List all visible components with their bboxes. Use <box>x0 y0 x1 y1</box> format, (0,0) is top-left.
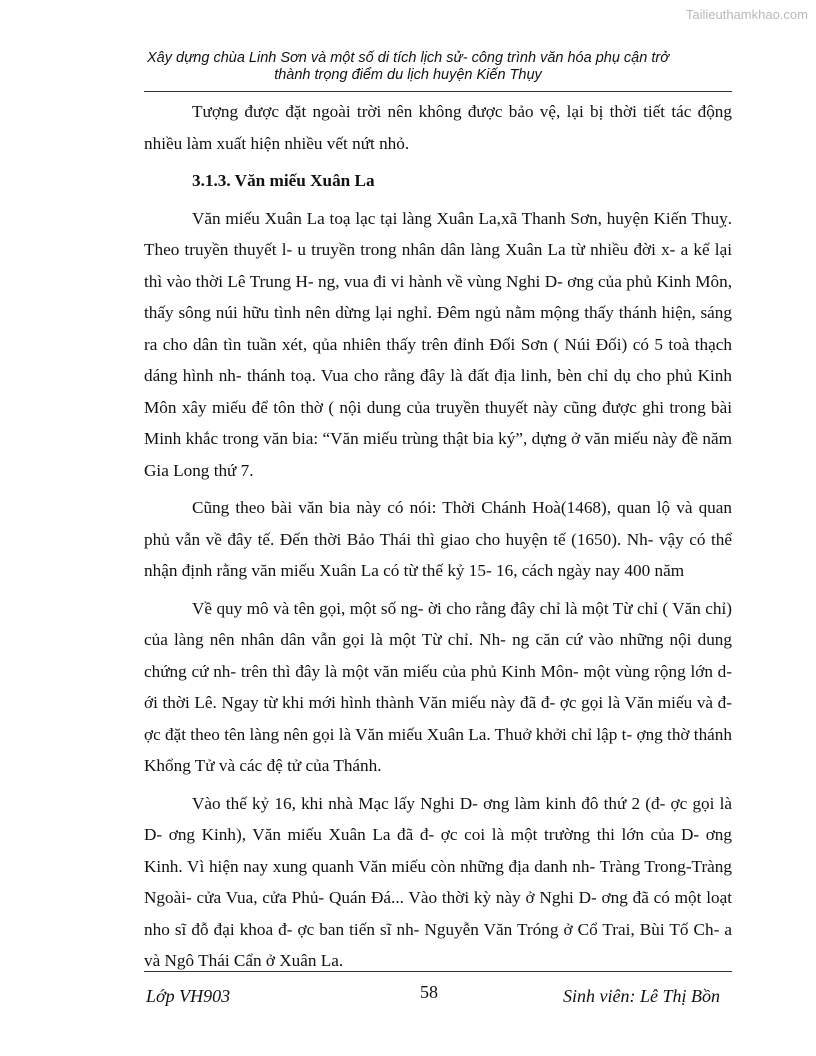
page-header <box>130 50 686 84</box>
header-divider <box>144 91 732 92</box>
paragraph-1: Tượng được đặt ngoài trời nên không được bảo vệ, lại bị thời tiết tác động nhiều làm xuất hiện nhiều vết nứt nhỏ. <box>144 102 732 153</box>
page-number: 58 <box>420 982 438 1002</box>
footer-class: Lớp VH903 <box>146 986 231 1006</box>
document-body <box>144 96 732 983</box>
header-line-2: thành trọng điểm du lịch huyện Kiến Thụy <box>274 67 542 83</box>
footer-student: Sinh viên: Lê Thị Bồn <box>563 986 720 1006</box>
paragraph-2: Văn miếu Xuân La toạ lạc tại làng Xuân La,xã Thanh Sơn, huyện Kiến Thuỵ. Theo truyền thuyết l- u truyền trong nhân dân làng Xuân La từ nhiều đời x- a kể lại thì vào thời Lê Trung H- ng, vua đi vi hành về vùng Nghi D- ơng của phủ Kinh Môn, thấy sông núi hữu tình nên dừng lại nghỉ. Đêm ngủ nằm mộng thấy thánh hiện, sáng ra cho dân tìn tuần xét, qủa nhiên thấy trên đỉnh Đối Sơn ( Núi Đối) có 5 toà thạch dáng hình nh- thánh toạ. Vua cho rằng đây là đất địa linh, bèn chỉ dụ cho phủ Kinh Môn xây miếu để tôn thờ ( nội dung của truyền thuyết này cũng được ghi trong bài Minh khắc trong văn bia: “Văn miếu trùng thật bia ký”, dựng ở văn miếu này đề năm Gia Long thứ 7. <box>144 208 732 480</box>
watermark: Tailieuthamkhao.com <box>685 7 808 22</box>
section-heading: 3.1.3. Văn miếu Xuân La <box>192 171 375 190</box>
paragraph-4: Về quy mô và tên gọi, một số ng- ời cho rằng đây chỉ là một Từ chỉ ( Văn chỉ) của làng nên nhân dân vẫn gọi là một Từ chỉ. Nh- ng căn cứ vào những nội dung chứng cứ nh- trên thì đây là một văn miếu của phủ Kinh Môn- một vùng rộng lớn d- ới thời Lê. Ngay từ khi mới hình thành Văn miếu này đã đ- ợc gọi là Văn miếu và đ- ợc đặt theo tên làng nên gọi là Văn miếu Xuân La. Thuở khởi chỉ lập t- ợng thờ thánh Khổng Tử và các đệ tử của Thánh. <box>144 598 732 775</box>
header-line-1: Xây dựng chùa Linh Sơn và một số di tích lịch sử- công trình văn hóa phụ cận trở <box>147 50 669 66</box>
paragraph-3: Cũng theo bài văn bia này có nói: Thời Chánh Hoà(1468), quan lộ và quan phủ vẫn về đây tế. Đến thời Bảo Thái thì giao cho huyện tế (1650). Nh- vậy có thể nhận định rằng văn miếu Xuân La có từ thế kỷ 15- 16, cách ngày nay 400 năm <box>144 498 732 580</box>
paragraph-5: Vào thế kỷ 16, khi nhà Mạc lấy Nghi D- ơng làm kinh đô thứ 2 (đ- ợc gọi là D- ơng Kinh), Văn miếu Xuân La đã đ- ợc coi là một trường thi lớn của D- ơng Kinh. Vì hiện nay xung quanh Văn miếu còn những địa danh nh- Tràng Trong-Tràng Ngoài- cửa Vua, cửa Phủ- Quán Đá... Vào thời kỳ này ở Nghi D- ơng đã có một loạt nho sĩ đỗ đại khoa đ- ợc ban tiến sĩ nh- Nguyễn Văn Tróng ở Cổ Trai, Bùi Tố Ch- a và Ngô Thái Cẩn ở Xuân La. <box>144 793 732 970</box>
footer-divider <box>144 971 732 972</box>
